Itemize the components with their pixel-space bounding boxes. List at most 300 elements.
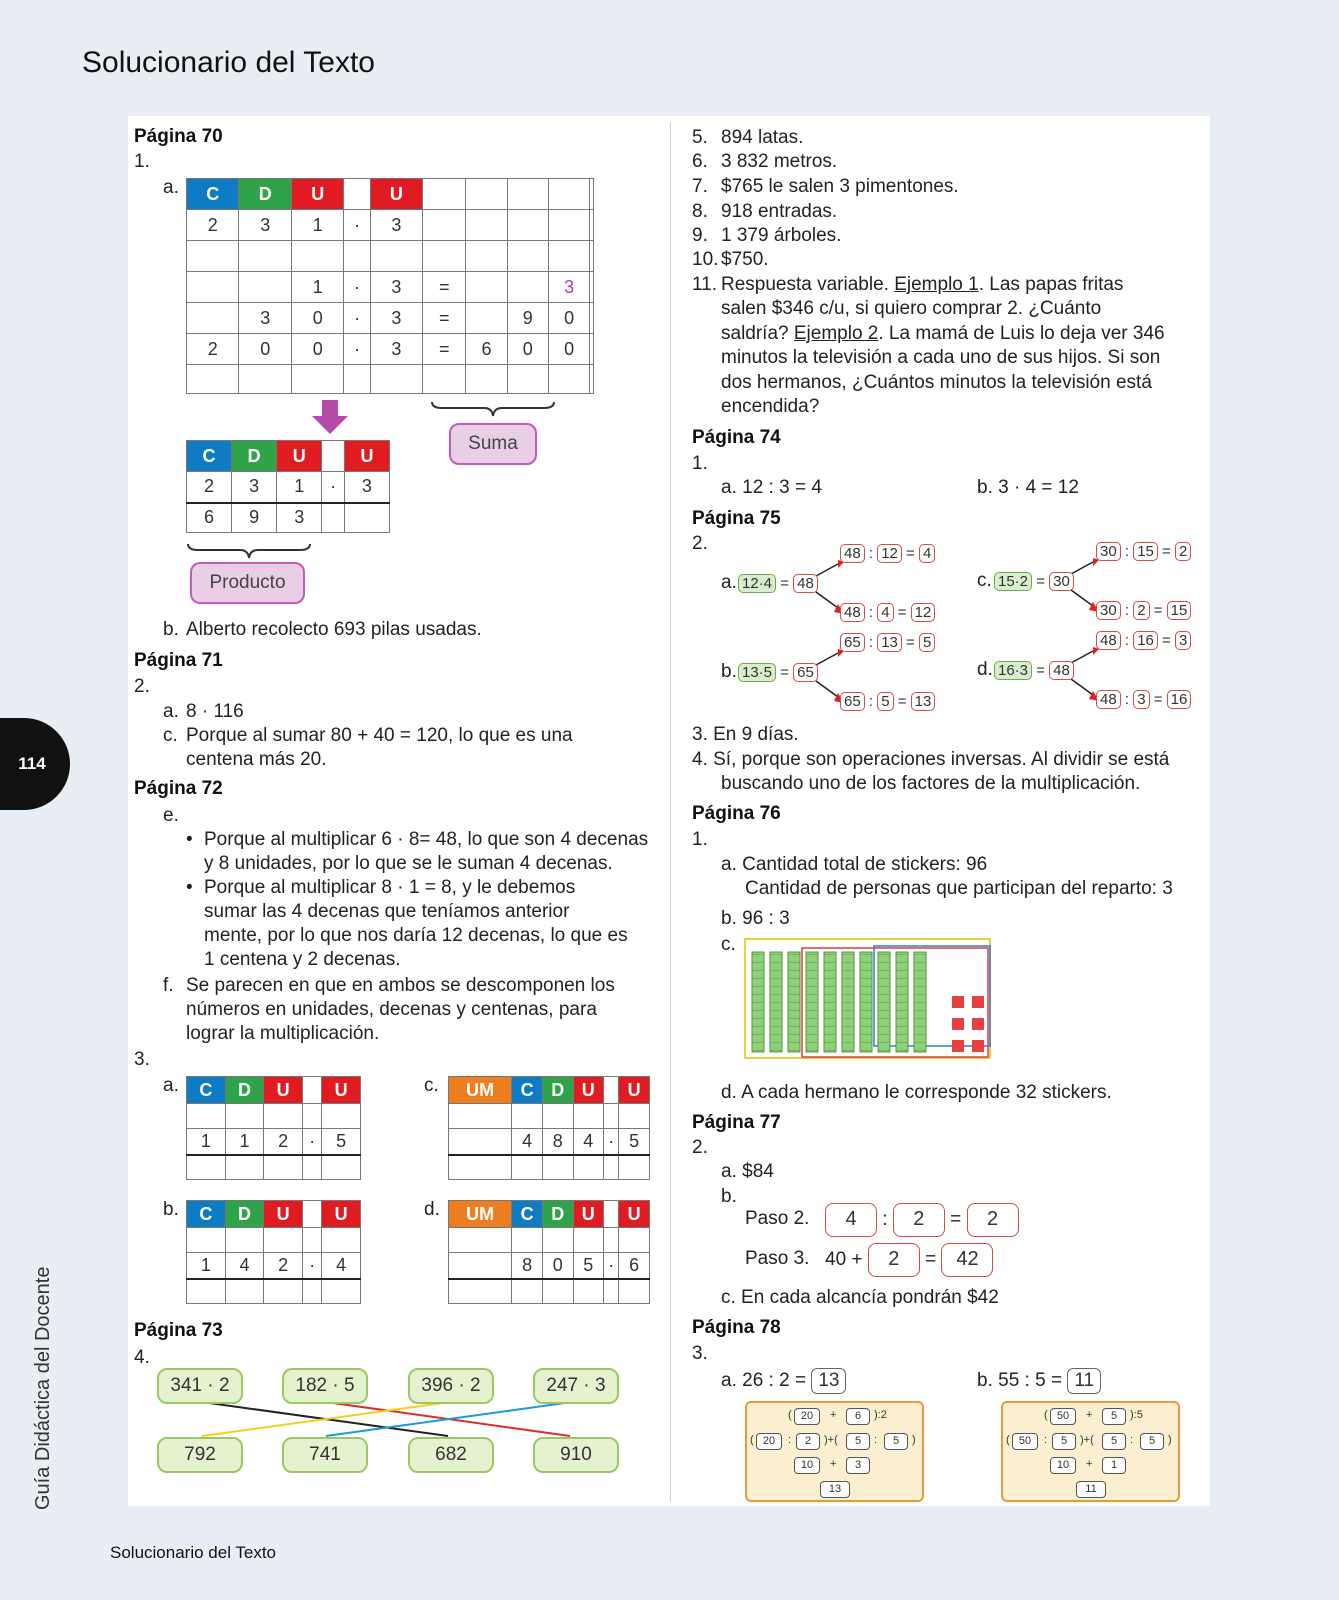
answer-text: 3 832 metros. (721, 151, 838, 172)
heading-pagina-76: Página 76 (692, 803, 781, 824)
answer-text: y 8 unidades, por lo que se le suman 4 decenas. (204, 853, 613, 874)
plus-sign: + (1086, 1458, 1093, 1470)
grid-cell: 1 (277, 472, 322, 503)
heading-pagina-74: Página 74 (692, 427, 781, 448)
answer-text: 1 379 árboles. (721, 225, 842, 246)
value-box: 30 (1096, 542, 1121, 561)
grid-cell (239, 241, 291, 272)
value-box: 48 (1096, 631, 1121, 650)
plus-sign: + (830, 1409, 837, 1421)
division-expression: 48 : 12 = 4 (840, 544, 935, 563)
grid-cell: C (512, 1201, 543, 1228)
grid-cell (239, 272, 291, 303)
value-box: 65 (840, 692, 865, 711)
colon-sign: : (874, 1434, 878, 1446)
grid-cell: U (322, 1077, 361, 1104)
item-letter: a. (721, 572, 737, 593)
product-expression: 13·5 = 65 (738, 663, 818, 682)
grid-cell: 1 (291, 210, 343, 241)
value-box: 2 (1133, 601, 1149, 620)
item-number: 2. (692, 1137, 708, 1158)
small-grid-b (186, 1200, 361, 1304)
value-box: 5 (1052, 1433, 1076, 1450)
answer-text: c. En cada alcancía pondrán $42 (721, 1287, 999, 1308)
grid-cell: 0 (239, 334, 291, 365)
suma-label: Suma (449, 423, 537, 465)
grid-cell: D (542, 1077, 573, 1104)
column-divider (670, 122, 671, 1502)
grid-cell: U (264, 1201, 303, 1228)
grid-cell (466, 210, 507, 241)
grid-cell: 3 (370, 210, 422, 241)
grid-cell: 1 (225, 1129, 264, 1155)
list-number: 10. (692, 249, 719, 270)
grid-cell: 0 (507, 334, 548, 365)
grid-cell (344, 179, 370, 210)
product-box: 13·5 (738, 663, 776, 682)
grid-cell (590, 210, 594, 241)
paren: ( (788, 1409, 792, 1421)
grid-cell (449, 1129, 512, 1155)
answer-text: dos hermanos, ¿Cuántos minutos la televisión está (721, 372, 1152, 393)
answer-text: Respuesta variable. (721, 274, 895, 295)
grid-cell: · (344, 272, 370, 303)
grid-cell: 4 (512, 1129, 543, 1155)
item-number: 2. (134, 676, 150, 697)
plus-sign: )+( (824, 1434, 838, 1446)
heading-pagina-70: Página 70 (134, 126, 223, 147)
answer-text: a. Cantidad total de stickers: 96 (721, 854, 988, 875)
division-expression: 30 : 15 = 2 (1096, 542, 1191, 561)
match-expression: 341 · 2 (157, 1368, 243, 1404)
answer-text: Porque al multiplicar 8 · 1 = 8, y le debemos (204, 877, 576, 898)
paren: ) (912, 1434, 916, 1446)
item-letter: b. (721, 661, 737, 682)
grid-cell (322, 441, 345, 472)
value-box: 15 (1133, 542, 1158, 561)
value-box: 4 (919, 544, 935, 563)
grid-cell: D (225, 1201, 264, 1228)
heading-pagina-72: Página 72 (134, 778, 223, 799)
plus-sign: + (830, 1458, 837, 1470)
grid-cell (449, 1253, 512, 1279)
answer-text: 8 · 116 (186, 701, 244, 722)
item-number: 1. (692, 829, 708, 850)
division-expression: 65 : 13 = 5 (840, 633, 935, 652)
answer-text: Porque al multiplicar 6 · 8= 48, lo que son 4 decenas (204, 829, 649, 850)
grid-cell (322, 503, 345, 533)
product-box: 12·4 (738, 574, 776, 593)
answer-text: minutos la televisión a cada uno de sus hijos. Si son (721, 347, 1161, 368)
bullet-icon: • (186, 877, 193, 898)
match-result: 741 (282, 1437, 368, 1473)
grid-cell (187, 272, 239, 303)
grid-cell: 4 (322, 1253, 361, 1279)
value-box: 16 (1133, 631, 1158, 650)
value-box: 5 (1140, 1433, 1164, 1450)
value-box: 2 (796, 1433, 820, 1450)
heading-pagina-77: Página 77 (692, 1112, 781, 1133)
grid-cell: 0 (548, 334, 589, 365)
grid-cell: 6 (619, 1253, 650, 1279)
divisor-label: ):2 (874, 1409, 887, 1421)
grid-cell (590, 334, 594, 365)
value-box: 2 (893, 1203, 945, 1237)
grid-cell (187, 241, 239, 272)
list-number: 11. (692, 274, 718, 295)
item-letter: b. (721, 1186, 737, 1207)
grid-cell (590, 303, 594, 334)
grid-cell (507, 179, 548, 210)
list-number: 5. (692, 127, 708, 148)
page-number-tab: 114 (0, 718, 70, 810)
item-number: 3. (134, 1049, 150, 1070)
grid-cell: D (542, 1201, 573, 1228)
value-box: 3 (1175, 631, 1191, 650)
grid-cell (291, 365, 343, 394)
step-label: Paso 3. (745, 1248, 810, 1269)
colon-sign: : (1044, 1434, 1048, 1446)
grid-cell: 5 (573, 1253, 604, 1279)
division-answer-a (721, 1368, 846, 1394)
item-letter: f. (163, 975, 174, 996)
value-box: 11 (1076, 1481, 1106, 1498)
grid-cell: UM (449, 1077, 512, 1104)
grid-cell: U (370, 179, 422, 210)
answer-text: a. $84 (721, 1161, 774, 1182)
brace-icon (186, 542, 312, 560)
value-box: 5 (846, 1433, 870, 1450)
list-number: 7. (692, 176, 708, 197)
grid-cell (604, 1077, 619, 1104)
grid-cell: · (604, 1253, 619, 1279)
value-box: 5 (884, 1433, 908, 1450)
grid-cell: 3 (370, 334, 422, 365)
value-box: 5 (877, 692, 893, 711)
division-expression: 65 : 5 = 13 (840, 692, 935, 711)
item-letter: c. (977, 570, 992, 591)
value-box: 3 (1133, 690, 1149, 709)
item-letter: a. (163, 177, 179, 198)
grid-cell: 5 (619, 1129, 650, 1155)
grid-cell: 2 (187, 210, 239, 241)
answer-text: Alberto recolecto 693 pilas usadas. (186, 619, 482, 640)
item-letter: d. (424, 1199, 440, 1220)
answer-text: Cantidad de personas que participan del reparto: 3 (745, 878, 1173, 899)
answer-text: saldría? (721, 323, 794, 344)
colon-sign: : (1130, 1434, 1134, 1446)
match-expression: 247 · 3 (533, 1368, 619, 1404)
answer-text: b. 3 · 4 = 12 (977, 477, 1079, 498)
grid-cell (423, 241, 466, 272)
grid-cell (466, 303, 507, 334)
answer-text: lograr la multiplicación. (186, 1023, 380, 1044)
list-number: 6. (692, 151, 708, 172)
grid-cell (507, 210, 548, 241)
value-box: 2 (967, 1203, 1019, 1237)
grid-cell: UM (449, 1201, 512, 1228)
grid-cell (291, 241, 343, 272)
value-box: 48 (840, 603, 865, 622)
value-box: 48 (1049, 661, 1074, 680)
grid-cell (239, 365, 291, 394)
value-box: 20 (756, 1433, 782, 1450)
grid-cell (548, 179, 589, 210)
grid-cell: U (322, 1201, 361, 1228)
grid-cell: U (264, 1077, 303, 1104)
grid-cell: · (344, 334, 370, 365)
item-letter: b. (163, 619, 179, 640)
grid-cell: · (302, 1129, 321, 1155)
grid-cell: 0 (548, 303, 589, 334)
example-link: Ejemplo 1 (894, 274, 979, 295)
value-box: 12 (877, 544, 902, 563)
heading-pagina-73: Página 73 (134, 1320, 223, 1341)
grid-cell (423, 210, 466, 241)
grid-cell (466, 241, 507, 272)
plus-sign: + (1086, 1409, 1093, 1421)
item-number: 4. (134, 1347, 150, 1368)
grid-cell: 6 (187, 503, 232, 533)
value-box: 10 (794, 1457, 820, 1474)
answer-text: números en unidades, decenas y centenas, para (186, 999, 597, 1020)
product-expression: 16·3 = 48 (994, 661, 1074, 680)
answer-line (721, 322, 1165, 346)
answer-text: salen $346 c/u, si quiero comprar 2. ¿Cuánto (721, 298, 1102, 319)
grid-cell: 1 (187, 1253, 226, 1279)
match-result: 910 (533, 1437, 619, 1473)
grid-cell: U (291, 179, 343, 210)
item-number: 2. (692, 533, 708, 554)
grid-cell (590, 179, 594, 210)
value-box: 5 (1102, 1433, 1126, 1450)
colon-sign: : (788, 1434, 792, 1446)
answer-text: a. 12 : 3 = 4 (721, 477, 822, 498)
list-number: 9. (692, 225, 708, 246)
place-value-grid-2 (186, 440, 390, 533)
value-box: 4 (877, 603, 893, 622)
grid-cell (370, 241, 422, 272)
grid-cell (370, 365, 422, 394)
heading-pagina-75: Página 75 (692, 508, 781, 529)
division-expression: 48 : 3 = 16 (1096, 690, 1191, 709)
answer-text: 4. Sí, porque son operaciones inversas. Al dividir se está (692, 749, 1170, 770)
step3-equation: 40 + 2 = 42 (825, 1243, 993, 1277)
grid-cell: 3 (370, 272, 422, 303)
division-expression: 30 : 2 = 15 (1096, 601, 1191, 620)
value-box: 1 (1102, 1457, 1126, 1474)
answer-text: 918 entradas. (721, 201, 838, 222)
grid-cell: U (619, 1077, 650, 1104)
grid-cell: 3 (239, 210, 291, 241)
answer-text: 3. En 9 días. (692, 724, 799, 745)
heading-pagina-71: Página 71 (134, 650, 223, 671)
grid-cell: C (187, 1201, 226, 1228)
grid-cell (548, 241, 589, 272)
product-box: 15·2 (994, 572, 1032, 591)
example-link: Ejemplo 2 (793, 323, 879, 344)
grid-cell (548, 365, 589, 394)
value-box: 42 (941, 1243, 993, 1277)
footer-title: Solucionario del Texto (110, 1543, 277, 1562)
paren: ( (750, 1434, 754, 1446)
value-box: 5 (919, 633, 935, 652)
grid-cell: 1 (291, 272, 343, 303)
grid-cell (590, 241, 594, 272)
item-letter: d. (977, 659, 993, 680)
grid-cell (604, 1201, 619, 1228)
grid-cell: U (344, 441, 389, 472)
grid-cell (507, 365, 548, 394)
small-grid-c (448, 1076, 650, 1180)
side-vertical-label: Guía Didáctica del Docente (32, 1266, 54, 1510)
value-box: 13 (811, 1368, 846, 1394)
item-letter: a. (163, 701, 179, 722)
grid-cell: 6 (466, 334, 507, 365)
grid-cell (423, 179, 466, 210)
small-grid-a (186, 1076, 361, 1180)
grid-cell: D (232, 441, 277, 472)
grid-cell: 1 (187, 1129, 226, 1155)
grid-cell: 3 (277, 503, 322, 533)
grid-cell: 9 (232, 503, 277, 533)
value-box: 20 (794, 1408, 820, 1425)
value-box: 15 (1167, 601, 1192, 620)
answer-text: 40 + (825, 1249, 863, 1270)
grid-cell: D (239, 179, 291, 210)
grid-cell (507, 272, 548, 303)
item-number: 3. (692, 1343, 708, 1364)
product-box: 16·3 (994, 661, 1032, 680)
match-result: 792 (157, 1437, 243, 1473)
answer-text: 894 latas. (721, 127, 804, 148)
value-box: 2 (868, 1243, 920, 1277)
grid-cell: D (225, 1077, 264, 1104)
grid-cell: U (573, 1201, 604, 1228)
value-box: 48 (1096, 690, 1121, 709)
answer-text: . La mamá de Luis lo deja ver 346 (878, 323, 1165, 344)
answer-text: d. A cada hermano le corresponde 32 stickers. (721, 1082, 1112, 1103)
grid-cell: 0 (542, 1253, 573, 1279)
item-number: 1. (134, 151, 150, 172)
answer-text: Se parecen en que en ambos se descomponen los (186, 975, 615, 996)
grid-cell: 8 (512, 1253, 543, 1279)
grid-cell: 0 (291, 303, 343, 334)
grid-cell: · (322, 472, 345, 503)
product-expression: 12·4 = 48 (738, 574, 818, 593)
answer-text: b. 96 : 3 (721, 908, 790, 929)
item-letter: a. (163, 1075, 179, 1096)
grid-cell: 2 (187, 334, 239, 365)
answer-text: buscando uno de los factores de la multiplicación. (721, 773, 1141, 794)
grid-cell: 4 (573, 1129, 604, 1155)
grid-cell: = (423, 334, 466, 365)
answer-text: 1 centena y 2 decenas. (204, 949, 401, 970)
value-box: 2 (1175, 542, 1191, 561)
grid-cell: C (187, 441, 232, 472)
grid-cell (302, 1201, 321, 1228)
grid-cell (466, 272, 507, 303)
paren: ( (1044, 1409, 1048, 1421)
bullet-icon: • (186, 829, 193, 850)
grid-cell (466, 179, 507, 210)
grid-cell (344, 503, 389, 533)
value-box: 10 (1050, 1457, 1076, 1474)
grid-cell: C (187, 179, 239, 210)
answer-text: encendida? (721, 396, 820, 417)
grid-cell: 3 (548, 272, 589, 303)
value-box: 5 (1102, 1408, 1126, 1425)
grid-cell (548, 210, 589, 241)
heading-pagina-78: Página 78 (692, 1317, 781, 1338)
value-box: 6 (846, 1408, 870, 1425)
small-grid-d (448, 1200, 650, 1304)
grid-cell: U (277, 441, 322, 472)
value-box: 48 (840, 544, 865, 563)
divisor-label: ):5 (1130, 1409, 1143, 1421)
paren: ( (1006, 1434, 1010, 1446)
grid-cell (187, 365, 239, 394)
grid-cell (344, 365, 370, 394)
item-letter: c. (424, 1075, 439, 1096)
division-expression: 48 : 4 = 12 (840, 603, 935, 622)
value-box: 48 (793, 574, 818, 593)
grid-cell (507, 241, 548, 272)
match-expression: 182 · 5 (282, 1368, 368, 1404)
item-letter: b. (163, 1199, 179, 1220)
value-box: 50 (1012, 1433, 1038, 1450)
answer-line (721, 273, 1123, 297)
grid-cell: 3 (232, 472, 277, 503)
item-letter: e. (163, 805, 179, 826)
division-expression: 48 : 16 = 3 (1096, 631, 1191, 650)
value-box: 16 (1167, 690, 1192, 709)
page-title: Solucionario del Texto (82, 46, 375, 79)
value-box: 4 (825, 1203, 877, 1237)
answer-text: Porque al sumar 80 + 40 = 120, lo que es una (186, 725, 573, 746)
value-box: 65 (840, 633, 865, 652)
answer-text: centena más 20. (186, 749, 327, 770)
grid-cell: 3 (370, 303, 422, 334)
paren: ) (1168, 1434, 1172, 1446)
value-box: 30 (1049, 572, 1074, 591)
answer-text: $765 le salen 3 pimentones. (721, 176, 959, 197)
answer-text: $750. (721, 249, 769, 270)
answer-text: . Las papas fritas (978, 274, 1124, 295)
grid-cell: 9 (507, 303, 548, 334)
value-box: 65 (793, 663, 818, 682)
grid-cell (590, 365, 594, 394)
answer-text: a. 26 : 2 = (721, 1370, 807, 1391)
step-label: Paso 2. (745, 1208, 810, 1229)
match-expression: 396 · 2 (408, 1368, 494, 1404)
answer-text: mente, por lo que nos daría 12 decenas, lo que es (204, 925, 628, 946)
division-answer-b (977, 1368, 1101, 1394)
list-number: 8. (692, 201, 708, 222)
grid-cell (187, 303, 239, 334)
grid-cell: 3 (239, 303, 291, 334)
grid-cell: 2 (264, 1129, 303, 1155)
value-box: 13 (911, 692, 936, 711)
grid-cell: 4 (225, 1253, 264, 1279)
match-result: 682 (408, 1437, 494, 1473)
grid-cell: 3 (344, 472, 389, 503)
grid-cell: 0 (291, 334, 343, 365)
grid-cell (344, 241, 370, 272)
grid-cell: U (573, 1077, 604, 1104)
product-expression: 15·2 = 30 (994, 572, 1074, 591)
value-box: 30 (1096, 601, 1121, 620)
